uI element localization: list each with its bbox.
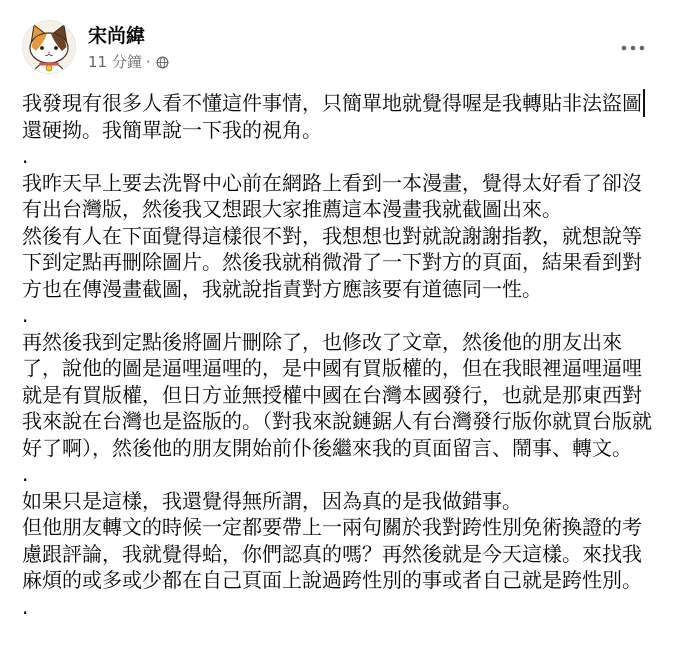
post-paragraph bbox=[22, 170, 652, 303]
text-cursor bbox=[643, 89, 645, 117]
paragraph-separator bbox=[22, 461, 652, 488]
paragraph-separator bbox=[22, 143, 652, 170]
paragraph-separator bbox=[22, 302, 652, 329]
post-timestamp[interactable]: 11 分鐘 bbox=[88, 53, 142, 71]
globe-icon[interactable] bbox=[156, 56, 169, 69]
post-body bbox=[22, 90, 652, 620]
post-line: 但他朋友轉文的時候一定都要帶上一兩句關於我對跨性別免術換證的考慮跟評論，我就覺得蛤，你們認真的嗎？再然後就是今天這樣。來找我麻煩的或多或少都在自己頁面上說過跨性別的事或者自己就是跨性別。 bbox=[22, 515, 642, 592]
separator-dot: . bbox=[22, 462, 29, 486]
separator-dot: . bbox=[22, 144, 29, 168]
cat-avatar-icon bbox=[22, 20, 76, 74]
post-paragraph bbox=[22, 90, 652, 143]
meta-separator: · bbox=[145, 53, 151, 71]
paragraph-separator bbox=[22, 594, 652, 621]
separator-dot: . bbox=[22, 303, 29, 327]
separator-dot: . bbox=[22, 594, 29, 619]
post-line: 然後有人在下面覺得這樣很不對，我想想也對就說謝謝指教，就想說等下到定點再刪除圖片。然後我就稍微滑了一下對方的頁面，結果看到對方也在傳漫畫截圖，我就說指責對方應該要有道德同一性。 bbox=[22, 223, 642, 301]
post-line: 如果只是這樣，我還覺得無所謂，因為真的是我做錯事。 bbox=[22, 488, 522, 513]
author-name[interactable]: 宋尚緯 bbox=[88, 25, 146, 47]
post-line: 我發現有很多人看不懂這件事情，只簡單地就覺得喔是我轉貼非法盜圖還硬拗。我簡單說一下我的視角。 bbox=[22, 91, 642, 142]
post-meta bbox=[88, 52, 169, 72]
post-paragraph bbox=[22, 488, 652, 594]
post-line: 我昨天早上要去洗腎中心前在網路上看到一本漫畫，覺得太好看了卻沒有出台灣版，然後我又想跟大家推薦這本漫畫我就截圖出來。 bbox=[22, 170, 642, 221]
post-line: 再然後我到定點後將圖片刪除了，也修改了文章，然後他的朋友出來了，說他的圖是逼哩逼哩的，是中國有買版權的，但在我眼裡逼哩逼哩就是有買版權，但日方並無授權中國在台灣本國發行，也就是那東西對我來說在台灣也是盜版的。（對我來說鏈鋸人有台灣發行版你就買台版就好了啊），然後他的朋友開始前仆後繼來我的頁面留言、鬧事、轉文。 bbox=[22, 329, 652, 460]
post-paragraph bbox=[22, 329, 652, 462]
more-options-button[interactable] bbox=[616, 32, 650, 58]
more-horizontal-icon bbox=[621, 36, 645, 55]
author-avatar[interactable] bbox=[22, 20, 76, 74]
